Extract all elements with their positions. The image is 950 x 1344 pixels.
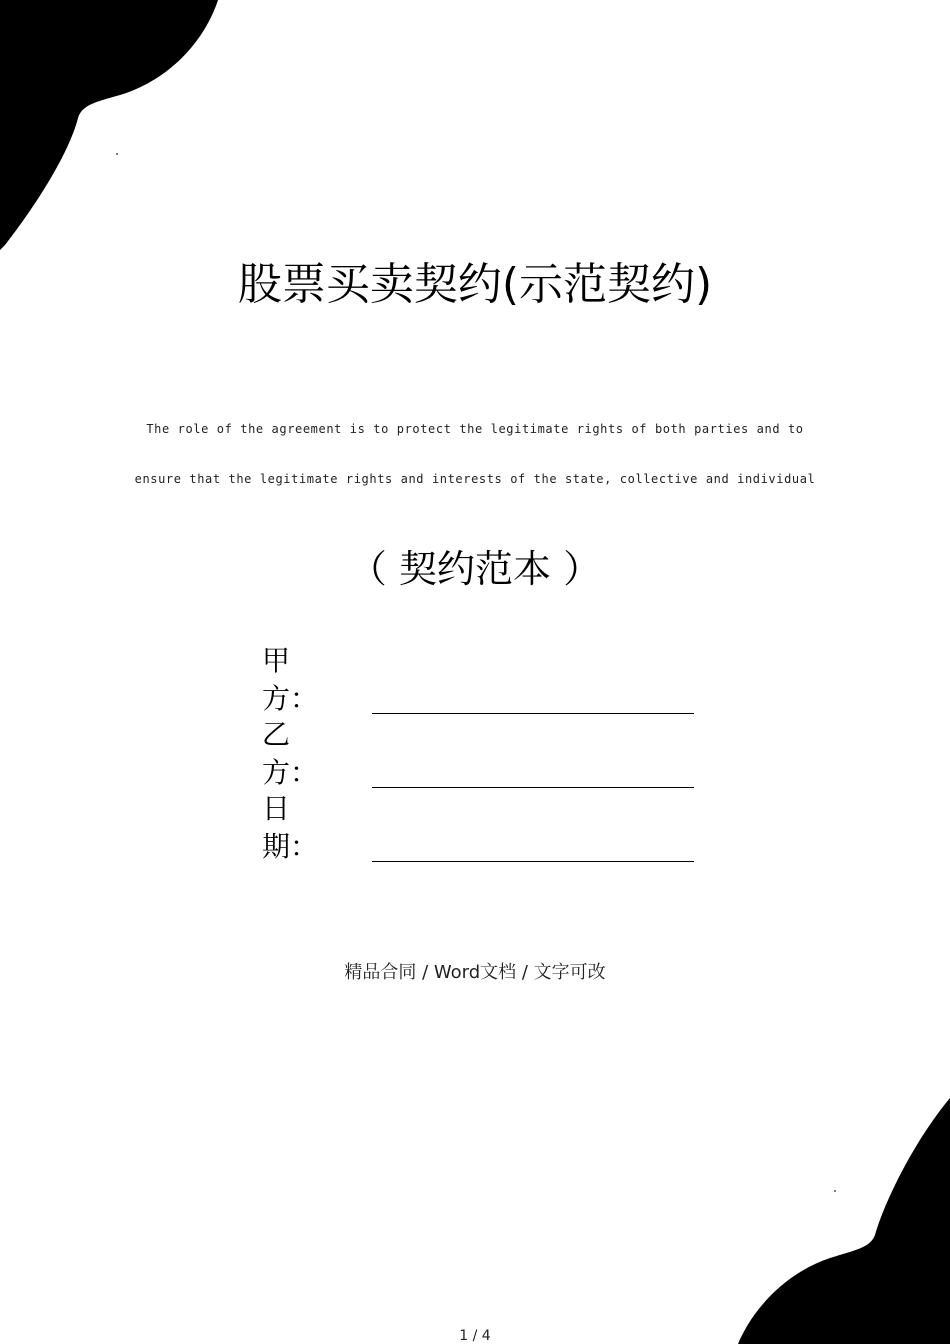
- date-label: 日 期：: [262, 792, 319, 863]
- speck-mark: [116, 153, 118, 155]
- party-a-blank-line[interactable]: [372, 681, 694, 714]
- date-field: [262, 792, 694, 866]
- party-b-blank-line[interactable]: [372, 755, 694, 788]
- party-a-label: 甲 方：: [262, 644, 319, 715]
- page-indicator: 1 / 4: [459, 1328, 491, 1344]
- date-blank-line[interactable]: [372, 829, 694, 862]
- party-a-field: [262, 644, 694, 718]
- speck-mark: [834, 1190, 836, 1192]
- document-title: 股票买卖契约(示范契约): [237, 259, 713, 310]
- party-b-field: [262, 718, 694, 792]
- top-left-corner-decoration: [0, 0, 230, 250]
- party-b-label: 乙 方：: [262, 718, 319, 789]
- subtitle-line-2: ensure that the legitimate rights and interests of the state, collective and individual: [134, 472, 816, 486]
- subtitle-line-1: The role of the agreement is to protect the legitimate rights of both parties and to: [146, 422, 804, 436]
- document-type-label: （ 契约范本 ）: [348, 547, 602, 591]
- document-tagline: 精品合同 / Word文档 / 文字可改: [344, 962, 606, 983]
- bottom-right-corner-decoration: [720, 1090, 950, 1344]
